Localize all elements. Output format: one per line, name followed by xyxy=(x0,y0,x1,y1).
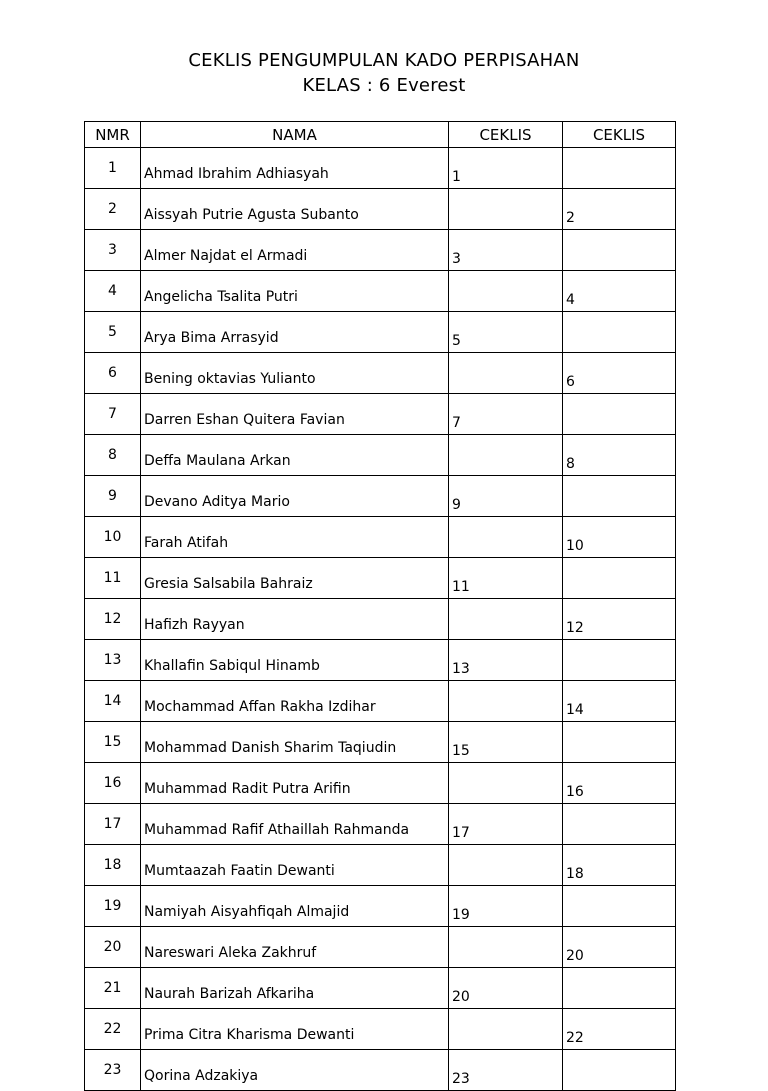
row-number-cell: 18 xyxy=(85,845,141,886)
row-number-cell: 12 xyxy=(85,599,141,640)
row-ceklis-1-cell: 7 xyxy=(449,394,563,435)
row-name-cell: Darren Eshan Quitera Favian xyxy=(141,394,449,435)
row-name-cell: Deffa Maulana Arkan xyxy=(141,435,449,476)
table-row xyxy=(85,599,676,640)
row-number-cell: 4 xyxy=(85,271,141,312)
row-number-cell: 20 xyxy=(85,927,141,968)
row-number-cell: 3 xyxy=(85,230,141,271)
row-ceklis-1-cell: 5 xyxy=(449,312,563,353)
row-ceklis-1-cell: 19 xyxy=(449,886,563,927)
row-number-cell: 10 xyxy=(85,517,141,558)
table-row xyxy=(85,845,676,886)
row-name-cell: Hafizh Rayyan xyxy=(141,599,449,640)
row-ceklis-2-cell: 10 xyxy=(563,517,676,558)
table-row xyxy=(85,1009,676,1050)
header-nmr: NMR xyxy=(85,122,141,148)
row-number-cell: 22 xyxy=(85,1009,141,1050)
row-number-cell: 15 xyxy=(85,722,141,763)
row-number-cell: 8 xyxy=(85,435,141,476)
row-ceklis-1-cell xyxy=(449,353,563,394)
row-ceklis-1-cell: 1 xyxy=(449,148,563,189)
row-name-cell: Ahmad Ibrahim Adhiasyah xyxy=(141,148,449,189)
row-ceklis-1-cell xyxy=(449,435,563,476)
table-row xyxy=(85,804,676,845)
row-ceklis-1-cell xyxy=(449,189,563,230)
table-row xyxy=(85,435,676,476)
row-name-cell: Qorina Adzakiya xyxy=(141,1050,449,1091)
row-name-cell: Bening oktavias Yulianto xyxy=(141,353,449,394)
row-number-cell: 17 xyxy=(85,804,141,845)
header-ceklis-1: CEKLIS xyxy=(449,122,563,148)
row-name-cell: Mumtaazah Faatin Dewanti xyxy=(141,845,449,886)
table-row xyxy=(85,312,676,353)
row-number-cell: 21 xyxy=(85,968,141,1009)
row-ceklis-1-cell: 15 xyxy=(449,722,563,763)
row-name-cell: Angelicha Tsalita Putri xyxy=(141,271,449,312)
table-row xyxy=(85,886,676,927)
row-ceklis-2-cell: 2 xyxy=(563,189,676,230)
row-number-cell: 5 xyxy=(85,312,141,353)
row-name-cell: Prima Citra Kharisma Dewanti xyxy=(141,1009,449,1050)
table-row xyxy=(85,353,676,394)
table-row xyxy=(85,148,676,189)
row-ceklis-2-cell: 12 xyxy=(563,599,676,640)
row-ceklis-2-cell xyxy=(563,804,676,845)
table-row xyxy=(85,927,676,968)
row-ceklis-1-cell xyxy=(449,927,563,968)
table-header-row xyxy=(85,122,676,148)
row-ceklis-1-cell xyxy=(449,599,563,640)
document-title: CEKLIS PENGUMPULAN KADO PERPISAHAN xyxy=(188,50,580,71)
document-subtitle-class: KELAS : 6 Everest xyxy=(302,75,466,96)
row-number-cell: 13 xyxy=(85,640,141,681)
row-name-cell: Mohammad Danish Sharim Taqiudin xyxy=(141,722,449,763)
row-ceklis-2-cell xyxy=(563,230,676,271)
row-number-cell: 14 xyxy=(85,681,141,722)
row-ceklis-1-cell: 17 xyxy=(449,804,563,845)
row-ceklis-1-cell xyxy=(449,1009,563,1050)
row-ceklis-2-cell xyxy=(563,394,676,435)
row-name-cell: Namiyah Aisyahfiqah Almajid xyxy=(141,886,449,927)
table-row xyxy=(85,558,676,599)
row-name-cell: Aissyah Putrie Agusta Subanto xyxy=(141,189,449,230)
row-ceklis-2-cell xyxy=(563,722,676,763)
row-ceklis-1-cell xyxy=(449,845,563,886)
table-row xyxy=(85,763,676,804)
row-ceklis-2-cell: 4 xyxy=(563,271,676,312)
row-number-cell: 16 xyxy=(85,763,141,804)
row-name-cell: Nareswari Aleka Zakhruf xyxy=(141,927,449,968)
row-number-cell: 2 xyxy=(85,189,141,230)
row-name-cell: Naurah Barizah Afkariha xyxy=(141,968,449,1009)
row-ceklis-2-cell: 6 xyxy=(563,353,676,394)
row-ceklis-1-cell xyxy=(449,517,563,558)
row-ceklis-1-cell: 20 xyxy=(449,968,563,1009)
row-ceklis-2-cell xyxy=(563,1050,676,1091)
row-ceklis-1-cell: 9 xyxy=(449,476,563,517)
header-nama: NAMA xyxy=(141,122,449,148)
row-ceklis-1-cell xyxy=(449,763,563,804)
row-number-cell: 19 xyxy=(85,886,141,927)
row-name-cell: Gresia Salsabila Bahraiz xyxy=(141,558,449,599)
row-number-cell: 9 xyxy=(85,476,141,517)
checklist-table xyxy=(84,121,676,1091)
row-ceklis-2-cell xyxy=(563,640,676,681)
row-ceklis-2-cell xyxy=(563,312,676,353)
row-name-cell: Mochammad Affan Rakha Izdihar xyxy=(141,681,449,722)
row-ceklis-2-cell: 16 xyxy=(563,763,676,804)
row-name-cell: Almer Najdat el Armadi xyxy=(141,230,449,271)
row-ceklis-1-cell: 13 xyxy=(449,640,563,681)
table-row xyxy=(85,722,676,763)
row-number-cell: 11 xyxy=(85,558,141,599)
table-row xyxy=(85,394,676,435)
row-number-cell: 6 xyxy=(85,353,141,394)
header-ceklis-2: CEKLIS xyxy=(563,122,676,148)
row-name-cell: Muhammad Radit Putra Arifin xyxy=(141,763,449,804)
row-ceklis-2-cell xyxy=(563,476,676,517)
row-ceklis-2-cell xyxy=(563,968,676,1009)
row-ceklis-1-cell xyxy=(449,681,563,722)
row-ceklis-2-cell: 22 xyxy=(563,1009,676,1050)
row-number-cell: 23 xyxy=(85,1050,141,1091)
table-row xyxy=(85,230,676,271)
row-ceklis-1-cell: 23 xyxy=(449,1050,563,1091)
table-row xyxy=(85,968,676,1009)
row-number-cell: 1 xyxy=(85,148,141,189)
row-ceklis-2-cell: 18 xyxy=(563,845,676,886)
row-ceklis-2-cell xyxy=(563,558,676,599)
table-row xyxy=(85,271,676,312)
row-ceklis-1-cell: 11 xyxy=(449,558,563,599)
row-ceklis-1-cell xyxy=(449,271,563,312)
table-row xyxy=(85,517,676,558)
row-name-cell: Devano Aditya Mario xyxy=(141,476,449,517)
table-row xyxy=(85,189,676,230)
table-row xyxy=(85,640,676,681)
table-row xyxy=(85,1050,676,1091)
row-name-cell: Muhammad Rafif Athaillah Rahmanda xyxy=(141,804,449,845)
row-ceklis-2-cell: 8 xyxy=(563,435,676,476)
row-ceklis-2-cell: 20 xyxy=(563,927,676,968)
row-ceklis-2-cell xyxy=(563,886,676,927)
row-ceklis-2-cell xyxy=(563,148,676,189)
table-row xyxy=(85,681,676,722)
row-name-cell: Farah Atifah xyxy=(141,517,449,558)
row-name-cell: Khallafin Sabiqul Hinamb xyxy=(141,640,449,681)
row-number-cell: 7 xyxy=(85,394,141,435)
row-ceklis-2-cell: 14 xyxy=(563,681,676,722)
row-ceklis-1-cell: 3 xyxy=(449,230,563,271)
row-name-cell: Arya Bima Arrasyid xyxy=(141,312,449,353)
table-row xyxy=(85,476,676,517)
